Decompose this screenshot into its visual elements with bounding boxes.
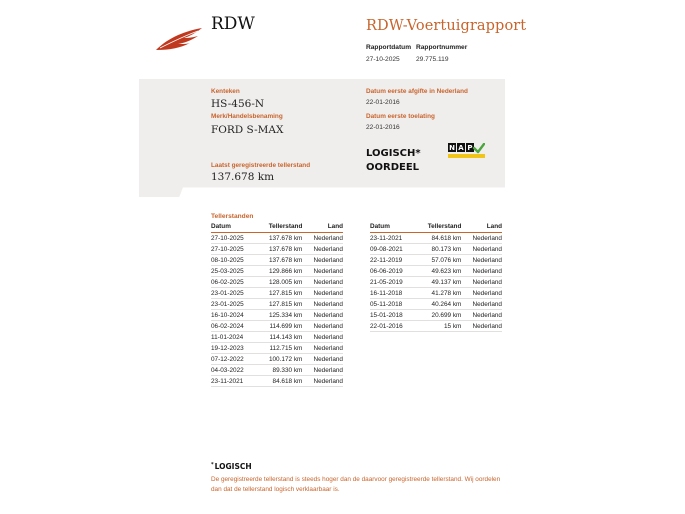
table-row bbox=[370, 277, 502, 288]
cell-date: 22-01-2016 bbox=[370, 321, 415, 332]
cell-reading: 137.678 km bbox=[256, 255, 302, 266]
odometer-table-left bbox=[211, 222, 343, 387]
table-row bbox=[211, 244, 343, 255]
odometer-section-title: Tellerstanden bbox=[211, 213, 254, 220]
cell-reading: 127.815 km bbox=[256, 288, 302, 299]
cell-date: 19-12-2023 bbox=[211, 343, 256, 354]
table-row bbox=[370, 244, 502, 255]
cell-reading: 125.334 km bbox=[256, 310, 302, 321]
cell-country: Nederland bbox=[302, 266, 343, 277]
first-admission-value: 22-01-2016 bbox=[366, 124, 400, 131]
col-date-header: Datum bbox=[370, 222, 415, 233]
rdw-logo bbox=[154, 26, 204, 52]
cell-reading: 137.678 km bbox=[256, 233, 302, 244]
cell-date: 15-01-2018 bbox=[370, 310, 415, 321]
table-row bbox=[370, 233, 502, 244]
table-row bbox=[211, 233, 343, 244]
cell-date: 06-06-2019 bbox=[370, 266, 415, 277]
cell-reading: 49.623 km bbox=[415, 266, 461, 277]
cell-country: Nederland bbox=[302, 233, 343, 244]
table-header-row bbox=[370, 222, 502, 233]
cell-reading: 49.137 km bbox=[415, 277, 461, 288]
cell-date: 22-11-2019 bbox=[370, 255, 415, 266]
cell-reading: 20.699 km bbox=[415, 310, 461, 321]
table-row bbox=[370, 299, 502, 310]
table-row bbox=[211, 365, 343, 376]
table-row bbox=[211, 288, 343, 299]
cell-country: Nederland bbox=[461, 299, 502, 310]
cell-country: Nederland bbox=[461, 255, 502, 266]
report-date-label: Rapportdatum bbox=[366, 44, 412, 51]
plate-label: Kenteken bbox=[211, 88, 240, 95]
table-row bbox=[211, 376, 343, 387]
table-row bbox=[370, 310, 502, 321]
col-reading-header: Tellerstand bbox=[256, 222, 302, 233]
cell-country: Nederland bbox=[302, 299, 343, 310]
cell-reading: 128.005 km bbox=[256, 277, 302, 288]
footnote-star: * bbox=[211, 462, 214, 468]
cell-reading: 114.699 km bbox=[256, 321, 302, 332]
first-admission-label: Datum eerste toelating bbox=[366, 113, 435, 120]
cell-date: 11-01-2024 bbox=[211, 332, 256, 343]
cell-date: 07-12-2022 bbox=[211, 354, 256, 365]
cell-reading: 57.076 km bbox=[415, 255, 461, 266]
first-nl-label: Datum eerste afgifte in Nederland bbox=[366, 88, 468, 95]
odometer-table-right bbox=[370, 222, 502, 332]
verdict-line-1: LOGISCH* bbox=[366, 148, 421, 159]
footnote-title bbox=[211, 462, 252, 471]
svg-text:P: P bbox=[467, 144, 473, 152]
table-row bbox=[211, 255, 343, 266]
table-row bbox=[211, 343, 343, 354]
brand-name: RDW bbox=[211, 14, 255, 34]
cell-country: Nederland bbox=[302, 321, 343, 332]
table-row bbox=[211, 310, 343, 321]
footnote-title-text: LOGISCH bbox=[214, 462, 252, 471]
cell-date: 23-11-2021 bbox=[211, 376, 256, 387]
vehicle-summary-panel bbox=[139, 79, 505, 197]
table-row bbox=[370, 266, 502, 277]
verdict bbox=[366, 147, 421, 175]
cell-country: Nederland bbox=[461, 244, 502, 255]
col-country-header: Land bbox=[461, 222, 502, 233]
first-nl-value: 22-01-2016 bbox=[366, 99, 400, 106]
nap-checkmark-logo bbox=[448, 143, 485, 158]
cell-country: Nederland bbox=[461, 288, 502, 299]
cell-date: 06-02-2025 bbox=[211, 277, 256, 288]
table-header-row bbox=[211, 222, 343, 233]
make-label: Merk/Handelsbenaming bbox=[211, 113, 283, 120]
table-row bbox=[211, 266, 343, 277]
table-row bbox=[211, 332, 343, 343]
col-date-header: Datum bbox=[211, 222, 256, 233]
table-row bbox=[370, 288, 502, 299]
report-title: RDW-Voertuigrapport bbox=[366, 18, 527, 34]
cell-country: Nederland bbox=[461, 277, 502, 288]
cell-country: Nederland bbox=[302, 288, 343, 299]
cell-country: Nederland bbox=[461, 233, 502, 244]
cell-date: 27-10-2025 bbox=[211, 233, 256, 244]
cell-country: Nederland bbox=[302, 343, 343, 354]
cell-country: Nederland bbox=[302, 310, 343, 321]
cell-reading: 112.715 km bbox=[256, 343, 302, 354]
cell-date: 23-11-2021 bbox=[370, 233, 415, 244]
table-row bbox=[370, 321, 502, 332]
col-reading-header: Tellerstand bbox=[415, 222, 461, 233]
cell-reading: 84.618 km bbox=[256, 376, 302, 387]
cell-date: 08-10-2025 bbox=[211, 255, 256, 266]
cell-reading: 137.678 km bbox=[256, 244, 302, 255]
cell-reading: 84.618 km bbox=[415, 233, 461, 244]
report-number-label: Rapportnummer bbox=[416, 44, 468, 51]
last-reading-label: Laatst geregistreerde tellerstand bbox=[211, 162, 311, 169]
table-row bbox=[211, 321, 343, 332]
verdict-line-2: OORDEEL bbox=[366, 162, 420, 173]
cell-country: Nederland bbox=[461, 321, 502, 332]
cell-country: Nederland bbox=[461, 310, 502, 321]
cell-country: Nederland bbox=[302, 277, 343, 288]
cell-reading: 129.866 km bbox=[256, 266, 302, 277]
report-date-value: 27-10-2025 bbox=[366, 56, 400, 63]
cell-country: Nederland bbox=[302, 332, 343, 343]
cell-reading: 80.173 km bbox=[415, 244, 461, 255]
cell-date: 16-10-2024 bbox=[211, 310, 256, 321]
cell-reading: 100.172 km bbox=[256, 354, 302, 365]
footnote-text: De geregistreerde tellerstand is steeds hoger dan de daarvoor geregistreerde tellerstand. Wij oordelen dan dat de tellerstand logisch verklaarbaar is. bbox=[211, 476, 501, 493]
cell-date: 27-10-2025 bbox=[211, 244, 256, 255]
cell-date: 21-05-2019 bbox=[370, 277, 415, 288]
cell-reading: 127.815 km bbox=[256, 299, 302, 310]
report-date bbox=[366, 44, 411, 63]
cell-reading: 114.143 km bbox=[256, 332, 302, 343]
last-reading-value: 137.678 km bbox=[211, 171, 275, 183]
cell-date: 06-02-2024 bbox=[211, 321, 256, 332]
cell-date: 09-08-2021 bbox=[370, 244, 415, 255]
table-row bbox=[370, 255, 502, 266]
cell-date: 23-01-2025 bbox=[211, 288, 256, 299]
report-number-value: 29.775.119 bbox=[416, 56, 449, 63]
svg-text:A: A bbox=[458, 144, 464, 152]
cell-country: Nederland bbox=[302, 244, 343, 255]
col-country-header: Land bbox=[302, 222, 343, 233]
cell-country: Nederland bbox=[302, 354, 343, 365]
cell-reading: 40.264 km bbox=[415, 299, 461, 310]
table-row bbox=[211, 354, 343, 365]
table-row bbox=[211, 277, 343, 288]
report-number bbox=[416, 44, 467, 63]
cell-country: Nederland bbox=[302, 365, 343, 376]
cell-country: Nederland bbox=[302, 376, 343, 387]
cell-country: Nederland bbox=[461, 266, 502, 277]
cell-country: Nederland bbox=[302, 255, 343, 266]
cell-date: 23-01-2025 bbox=[211, 299, 256, 310]
cell-date: 04-03-2022 bbox=[211, 365, 256, 376]
svg-text:N: N bbox=[449, 144, 455, 152]
table-row bbox=[211, 299, 343, 310]
cell-date: 16-11-2018 bbox=[370, 288, 415, 299]
plate-value: HS-456-N bbox=[211, 98, 265, 110]
cell-date: 25-03-2025 bbox=[211, 266, 256, 277]
cell-reading: 15 km bbox=[415, 321, 461, 332]
make-value: FORD S-MAX bbox=[211, 124, 284, 136]
cell-reading: 41.278 km bbox=[415, 288, 461, 299]
cell-date: 05-11-2018 bbox=[370, 299, 415, 310]
cell-reading: 89.330 km bbox=[256, 365, 302, 376]
